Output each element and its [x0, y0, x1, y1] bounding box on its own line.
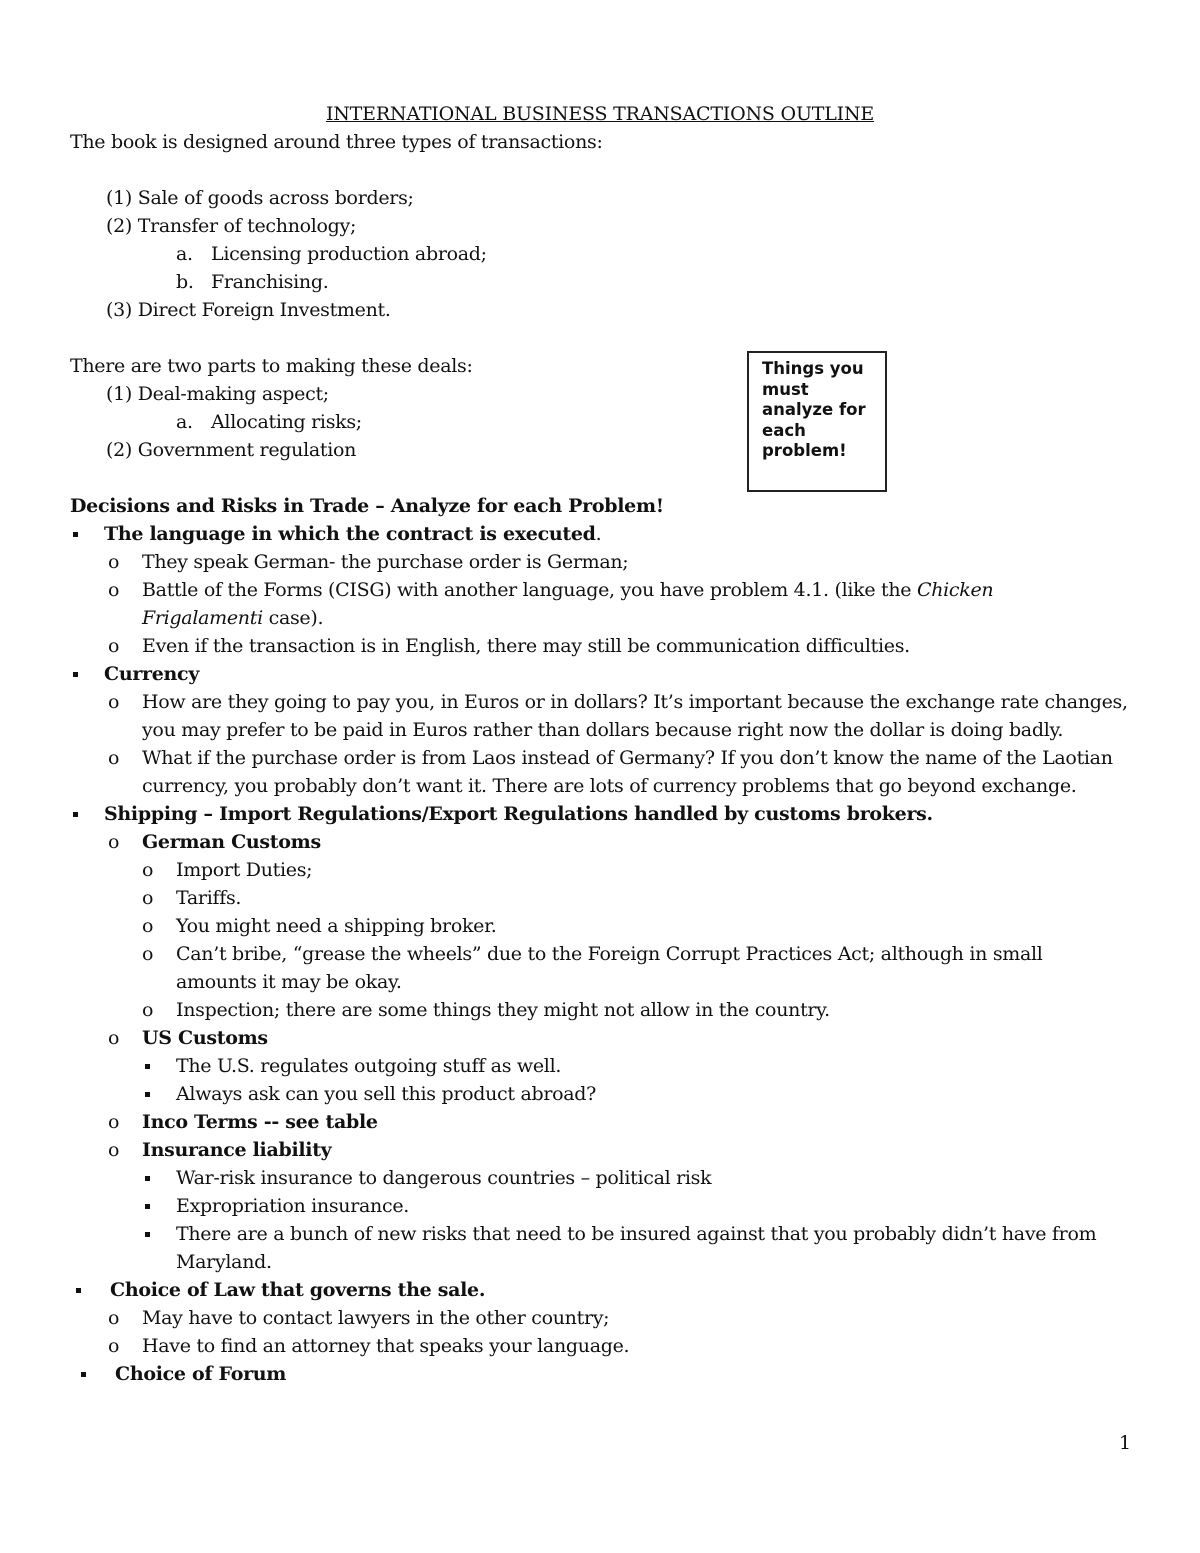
shipping-heading: Shipping – Import Regulations/Export Regulations handled by customs brokers.: [104, 803, 933, 825]
insurance-item-2: Expropriation insurance.: [176, 1195, 410, 1217]
square-bullet: [145, 1064, 150, 1069]
parts-item-2: (2) Government regulation: [106, 439, 357, 461]
german-item-3: You might need a shipping broker.: [176, 915, 497, 937]
square-bullet: [145, 1092, 150, 1097]
circle-bullet: o: [108, 831, 120, 853]
us-item-1: The U.S. regulates outgoing stuff as well.: [176, 1055, 562, 1077]
square-bullet: [145, 1232, 150, 1237]
german-item-5: Inspection; there are some things they might not allow in the country.: [176, 999, 830, 1021]
german-item-2: Tariffs.: [176, 887, 242, 909]
circle-bullet: o: [142, 915, 154, 937]
parts-sub-item-a: Allocating risks;: [211, 411, 362, 433]
parts-sub-marker-a: a.: [176, 411, 193, 433]
language-item-2-text: Battle of the Forms (CISG) with another language, you have problem 4.1. (like the: [142, 579, 917, 601]
circle-bullet: o: [108, 579, 120, 601]
german-item-4-line-2: amounts it may be okay.: [176, 971, 402, 993]
page-number: 1: [1119, 1432, 1132, 1454]
intro-sub-item-b: Franchising.: [211, 271, 329, 293]
intro-item-3: (3) Direct Foreign Investment.: [106, 299, 391, 321]
callout-text: Things you must analyze for each problem!: [762, 359, 866, 460]
callout-box: [747, 351, 887, 492]
circle-bullet: o: [108, 747, 120, 769]
language-item-2-line-1: [142, 576, 993, 604]
square-bullet: [81, 1372, 86, 1377]
case-name-italic: Chicken: [916, 579, 994, 601]
choice-of-forum-heading: Choice of Forum: [115, 1363, 287, 1385]
square-bullet: [76, 1288, 81, 1293]
us-item-2: Always ask can you sell this product abroad?: [176, 1083, 597, 1105]
parts-lead: There are two parts to making these deals:: [70, 355, 473, 377]
intro-lead: The book is designed around three types of transactions:: [70, 131, 603, 153]
square-bullet: [73, 532, 78, 537]
section-heading: Decisions and Risks in Trade – Analyze for each Problem!: [70, 495, 664, 517]
german-item-4-line-1: Can’t bribe, “grease the wheels” due to the Foreign Corrupt Practices Act; although in small: [176, 943, 1043, 965]
insurance-item-1: War-risk insurance to dangerous countries – political risk: [176, 1167, 712, 1189]
parts-item-1: (1) Deal-making aspect;: [106, 383, 329, 405]
german-item-1: Import Duties;: [176, 859, 313, 881]
intro-item-1: (1) Sale of goods across borders;: [106, 187, 414, 209]
us-customs-heading: US Customs: [142, 1027, 268, 1049]
square-bullet: [145, 1204, 150, 1209]
inco-terms: Inco Terms -- see table: [142, 1111, 378, 1133]
language-heading-end: .: [595, 523, 602, 545]
intro-sub-marker-b: b.: [176, 271, 194, 293]
circle-bullet: o: [108, 1307, 120, 1329]
currency-item-1-line-2: you may prefer to be paid in Euros rather than dollars because right now the dollar is doing badly.: [142, 719, 1064, 741]
insurance-heading: Insurance liability: [142, 1139, 332, 1161]
circle-bullet: o: [142, 943, 154, 965]
language-item-1: They speak German- the purchase order is German;: [142, 551, 629, 573]
circle-bullet: o: [108, 635, 120, 657]
circle-bullet: o: [108, 1027, 120, 1049]
language-heading-line: [104, 520, 601, 548]
language-item-2-text-end: case).: [262, 607, 324, 629]
german-customs-heading: German Customs: [142, 831, 321, 853]
case-name-italic: Frigalamenti: [142, 607, 263, 629]
square-bullet: [73, 672, 78, 677]
circle-bullet: o: [142, 887, 154, 909]
currency-item-1-line-1: How are they going to pay you, in Euros or in dollars? It’s important because the exchange rate changes,: [142, 691, 1128, 713]
circle-bullet: o: [108, 1335, 120, 1357]
insurance-item-3-line-1: There are a bunch of new risks that need to be insured against that you probably didn’t have from: [176, 1223, 1097, 1245]
currency-heading: Currency: [104, 663, 200, 685]
currency-item-2-line-1: What if the purchase order is from Laos instead of Germany? If you don’t know the name of the Laotian: [142, 747, 1113, 769]
language-item-2-line-2: [142, 604, 323, 632]
circle-bullet: o: [142, 999, 154, 1021]
document-title: INTERNATIONAL BUSINESS TRANSACTIONS OUTLINE: [325, 103, 875, 125]
language-heading: The language in which the contract is executed: [104, 523, 596, 545]
circle-bullet: o: [108, 1139, 120, 1161]
choice-of-law-item-2: Have to find an attorney that speaks your language.: [142, 1335, 630, 1357]
insurance-item-3-line-2: Maryland.: [176, 1251, 272, 1273]
currency-item-2-line-2: currency, you probably don’t want it. There are lots of currency problems that go beyond exchange.: [142, 775, 1077, 797]
circle-bullet: o: [108, 551, 120, 573]
choice-of-law-item-1: May have to contact lawyers in the other country;: [142, 1307, 610, 1329]
intro-sub-marker-a: a.: [176, 243, 193, 265]
intro-sub-item-a: Licensing production abroad;: [211, 243, 487, 265]
intro-item-2: (2) Transfer of technology;: [106, 215, 357, 237]
language-item-3: Even if the transaction is in English, there may still be communication difficulties.: [142, 635, 910, 657]
circle-bullet: o: [142, 859, 154, 881]
circle-bullet: o: [108, 691, 120, 713]
choice-of-law-heading: Choice of Law that governs the sale.: [110, 1279, 486, 1301]
circle-bullet: o: [108, 1111, 120, 1133]
square-bullet: [73, 812, 78, 817]
square-bullet: [145, 1176, 150, 1181]
